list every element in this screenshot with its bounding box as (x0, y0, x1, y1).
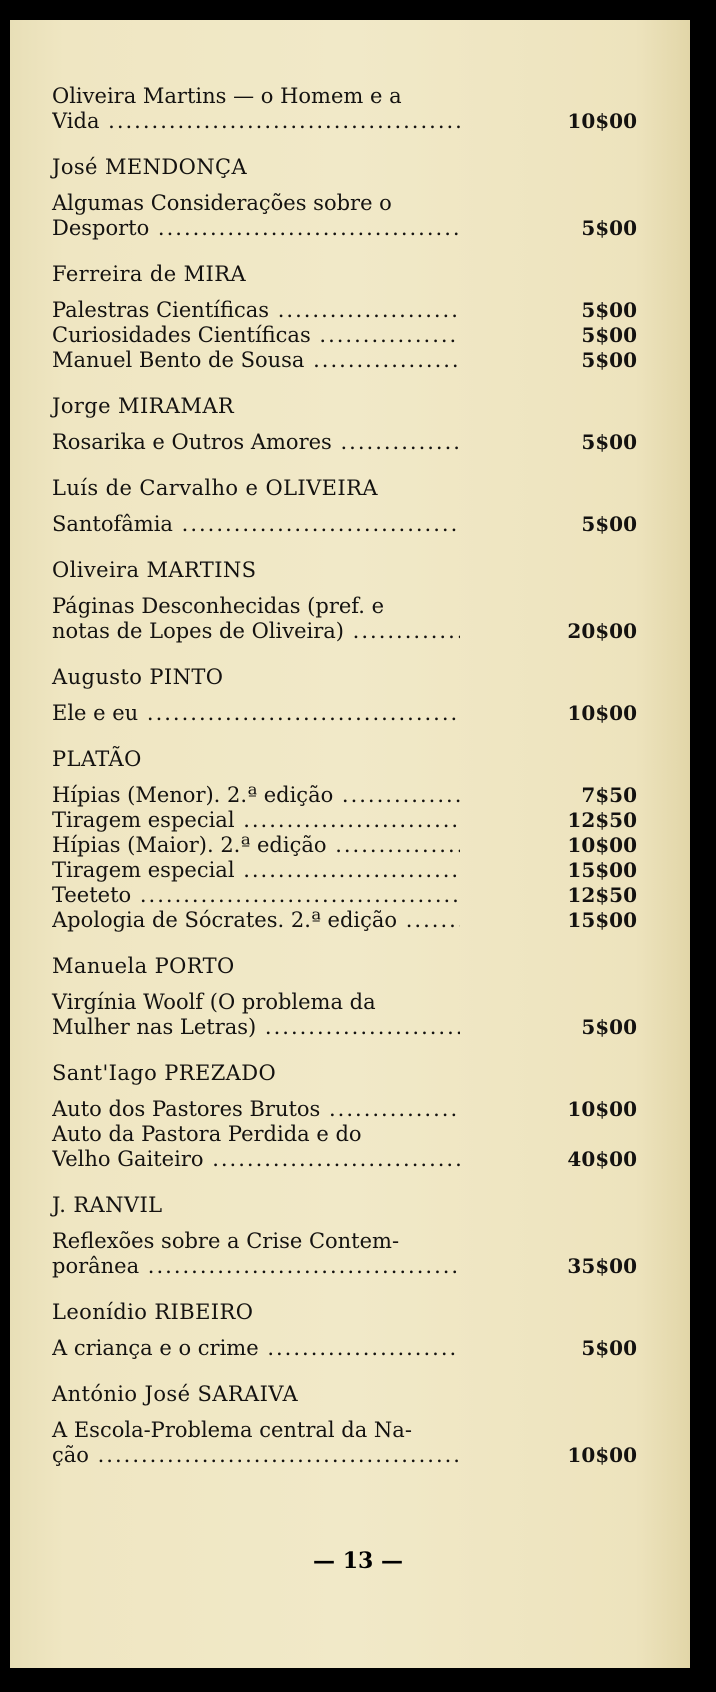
book-title: Vida ..... (52, 109, 460, 134)
book-title-line: Auto da Pastora Perdida e do (52, 1122, 362, 1146)
book-title-line: Oliveira Martins — o Homem e a (52, 84, 402, 108)
book-entry (52, 348, 637, 373)
book-entry (52, 323, 637, 348)
book-entry (52, 908, 637, 933)
book-price: 5$00 (581, 1336, 637, 1360)
book-title: Ele e eu ..... (52, 701, 460, 726)
author-group (52, 455, 637, 537)
book-price: 5$00 (581, 512, 637, 536)
author-name: J. RANVIL (52, 1193, 163, 1217)
author-name: José MENDONÇA (52, 155, 248, 179)
book-title: porânea ..... (52, 1254, 460, 1279)
book-title: Apologia de Sócrates. 2.ª edição ..... (52, 908, 460, 933)
book-title-line: Reflexões sobre a Crise Contem- (52, 1229, 400, 1253)
book-price: 10$00 (567, 701, 637, 725)
book-price: 5$00 (581, 323, 637, 347)
author-group (52, 726, 637, 933)
author-group (52, 1040, 637, 1172)
book-title: Palestras Científicas ..... (52, 298, 460, 323)
book-price: 12$50 (567, 808, 637, 832)
author-name: Luís de Carvalho e OLIVEIRA (52, 476, 378, 500)
book-price: 35$00 (567, 1254, 637, 1278)
book-price: 5$00 (581, 216, 637, 240)
book-price: 7$50 (581, 783, 637, 807)
book-title: A criança e o crime ..... (52, 1336, 460, 1361)
book-title: Mulher nas Letras) ..... (52, 1015, 460, 1040)
author-group (52, 373, 637, 455)
book-entry (52, 701, 637, 726)
author-group (52, 644, 637, 726)
book-entry (52, 512, 637, 537)
author-group (52, 84, 637, 134)
book-price: 15$00 (567, 858, 637, 882)
author-group (52, 1279, 637, 1361)
author-group (52, 537, 637, 644)
author-group (52, 933, 637, 1040)
book-title: Manuel Bento de Sousa ..... (52, 348, 460, 373)
book-title-line: Páginas Desconhecidas (pref. e (52, 594, 385, 618)
author-name: Sant'Iago PREZADO (52, 1061, 277, 1085)
book-price: 5$00 (581, 430, 637, 454)
author-name: Jorge MIRAMAR (52, 394, 235, 418)
book-entry (52, 990, 637, 1040)
book-title-line: Virgínia Woolf (O problema da (52, 990, 376, 1014)
book-title: Auto dos Pastores Brutos ..... (52, 1097, 460, 1122)
author-group (52, 241, 637, 373)
book-title: ção ..... (52, 1443, 460, 1468)
author-name: PLATÃO (52, 747, 142, 771)
author-group (52, 1172, 637, 1279)
author-name: Leonídio RIBEIRO (52, 1300, 254, 1324)
author-group (52, 134, 637, 241)
book-title: Rosarika e Outros Amores ..... (52, 430, 460, 455)
book-price: 5$00 (581, 298, 637, 322)
book-price: 10$00 (567, 1443, 637, 1467)
author-group (52, 1361, 637, 1468)
book-entry (52, 594, 637, 644)
book-title: Desporto ..... (52, 216, 460, 241)
page-number: — 13 — (313, 1548, 403, 1574)
book-entry (52, 833, 637, 858)
book-entry (52, 191, 637, 241)
book-entry (52, 84, 637, 134)
book-entry (52, 1336, 637, 1361)
book-price: 12$50 (567, 883, 637, 907)
book-entry (52, 783, 637, 808)
book-title-line: Algumas Considerações sobre o (52, 191, 392, 215)
book-entry (52, 858, 637, 883)
book-entry (52, 1122, 637, 1172)
author-name: Oliveira MARTINS (52, 558, 257, 582)
author-name: Ferreira de MIRA (52, 262, 247, 286)
book-title: Curiosidades Científicas ..... (52, 323, 460, 348)
book-title: Tiragem especial ..... (52, 858, 460, 883)
book-price: 15$00 (567, 908, 637, 932)
book-entry (52, 298, 637, 323)
book-entry (52, 883, 637, 908)
book-catalog-list (52, 84, 637, 1468)
book-title: Hípias (Maior). 2.ª edição ..... (52, 833, 460, 858)
book-price: 40$00 (567, 1147, 637, 1171)
author-name: Manuela PORTO (52, 954, 235, 978)
book-price: 10$00 (567, 833, 637, 857)
book-title-line: A Escola-Problema central da Na- (52, 1418, 412, 1442)
book-title: notas de Lopes de Oliveira) ..... (52, 619, 460, 644)
book-title: Santofâmia ..... (52, 512, 460, 537)
book-price: 10$00 (567, 109, 637, 133)
book-entry (52, 430, 637, 455)
book-price: 5$00 (581, 348, 637, 372)
book-price: 5$00 (581, 1015, 637, 1039)
book-title: Velho Gaiteiro ..... (52, 1147, 460, 1172)
book-title: Hípias (Menor). 2.ª edição ..... (52, 783, 460, 808)
book-price: 20$00 (567, 619, 637, 643)
book-price: 10$00 (567, 1097, 637, 1121)
book-entry (52, 1097, 637, 1122)
book-entry (52, 1418, 637, 1468)
author-name: Augusto PINTO (52, 665, 224, 689)
author-name: António José SARAIVA (52, 1382, 299, 1406)
book-title: Teeteto ..... (52, 883, 460, 908)
book-entry (52, 1229, 637, 1279)
book-entry (52, 808, 637, 833)
book-title: Tiragem especial ..... (52, 808, 460, 833)
